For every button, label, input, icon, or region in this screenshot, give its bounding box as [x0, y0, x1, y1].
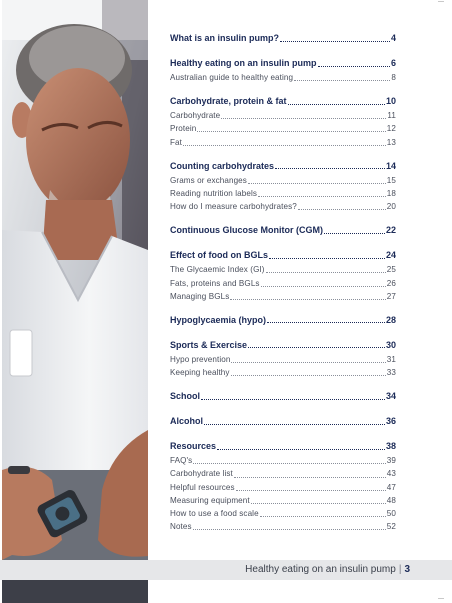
toc-item[interactable]: [170, 109, 396, 122]
toc-item-page: 15: [386, 175, 396, 185]
toc-heading-page: 6: [390, 58, 396, 68]
dot-leader: [204, 424, 385, 425]
page-footer: [0, 560, 452, 580]
dot-leader: [318, 66, 390, 67]
toc-section: [170, 247, 396, 303]
dot-leader: [201, 399, 385, 400]
toc-item-page: 26: [386, 278, 396, 288]
toc-item-page: 11: [387, 111, 396, 121]
toc-item-page: 39: [386, 456, 396, 466]
toc-heading[interactable]: [170, 93, 396, 109]
toc-item[interactable]: [170, 277, 396, 290]
dot-leader: [269, 258, 385, 259]
cover-photo: [2, 0, 148, 603]
toc-section: [170, 312, 396, 328]
footer-title: Healthy eating on an insulin pump: [245, 564, 396, 575]
toc-heading[interactable]: [170, 388, 396, 404]
toc-section: [170, 337, 396, 379]
toc-item-title: Keeping healthy: [170, 368, 230, 378]
toc-heading-title: School: [170, 391, 201, 402]
toc-item[interactable]: [170, 454, 396, 467]
dot-leader: [280, 41, 390, 42]
toc-item[interactable]: [170, 174, 396, 187]
dot-leader: [248, 347, 385, 348]
toc-item-title: FAQ's: [170, 456, 193, 466]
toc-heading[interactable]: [170, 55, 396, 71]
toc-section: [170, 93, 396, 149]
toc-heading-page: 14: [385, 160, 396, 171]
toc-item-page: 43: [386, 469, 396, 479]
toc-heading[interactable]: [170, 438, 396, 454]
toc-item[interactable]: [170, 520, 396, 533]
toc-heading-title: Counting carbohydrates: [170, 160, 275, 171]
toc-heading[interactable]: [170, 337, 396, 353]
dot-leader: [248, 183, 386, 184]
dot-leader: [267, 322, 385, 323]
dot-leader: [266, 272, 386, 273]
toc-item-title: Australian guide to healthy eating: [170, 73, 294, 82]
toc-heading-title: Healthy eating on an insulin pump: [170, 58, 317, 68]
dot-leader: [236, 490, 386, 491]
toc-heading[interactable]: [170, 30, 396, 46]
toc-section: [170, 158, 396, 214]
toc-item[interactable]: [170, 263, 396, 276]
toc-heading-page: 22: [385, 225, 396, 236]
toc-item-title: The Glycaemic Index (GI): [170, 265, 265, 275]
toc-item-page: 50: [386, 509, 396, 518]
toc-item-title: Managing BGLs: [170, 291, 230, 301]
toc-heading[interactable]: [170, 312, 396, 328]
toc-item-page: 33: [386, 368, 396, 378]
toc-heading-page: 10: [385, 96, 396, 107]
toc-item[interactable]: [170, 136, 396, 149]
footer-label: [245, 560, 410, 580]
toc-heading-title: Carbohydrate, protein & fat: [170, 96, 287, 107]
dot-leader: [258, 196, 386, 197]
toc-item-title: Fat: [170, 137, 182, 147]
toc-item-page: 48: [386, 495, 396, 505]
table-of-contents: [170, 30, 396, 542]
dot-leader: [183, 145, 386, 146]
toc-heading-title: Resources: [170, 441, 217, 452]
footer-separator: |: [398, 564, 402, 575]
man-with-insulin-pump-photo: [2, 0, 148, 603]
toc-item-title: Carbohydrate list: [170, 469, 233, 479]
toc-heading[interactable]: [170, 222, 396, 238]
dot-leader: [261, 286, 386, 287]
dot-leader: [197, 131, 385, 132]
toc-section: [170, 388, 396, 404]
toc-item-title: Protein: [170, 124, 197, 134]
toc-item-page: 18: [386, 188, 396, 198]
toc-item[interactable]: [170, 507, 396, 520]
toc-item-page: 25: [386, 265, 396, 275]
dot-leader: [231, 375, 386, 376]
toc-item[interactable]: [170, 481, 396, 494]
toc-item[interactable]: [170, 366, 396, 379]
toc-item-page: 52: [386, 522, 396, 532]
toc-heading-page: 34: [385, 391, 396, 402]
dot-leader: [231, 362, 385, 363]
toc-heading[interactable]: [170, 413, 396, 429]
toc-heading[interactable]: [170, 158, 396, 174]
toc-item-title: Reading nutrition labels: [170, 188, 257, 198]
toc-item[interactable]: [170, 353, 396, 366]
dot-leader: [193, 463, 386, 464]
toc-heading-title: Effect of food on BGLs: [170, 250, 268, 261]
dot-leader: [298, 209, 386, 210]
dot-leader: [324, 233, 385, 234]
dot-leader: [234, 477, 386, 478]
toc-item-title: Helpful resources: [170, 482, 235, 492]
toc-item-title: Fats, proteins and BGLs: [170, 278, 260, 288]
toc-heading-title: Continuous Glucose Monitor (CGM): [170, 225, 323, 236]
toc-heading-title: Sports & Exercise: [170, 339, 248, 350]
crop-mark: [438, 1, 444, 2]
toc-item-page: 8: [391, 73, 396, 82]
dot-leader: [251, 503, 386, 504]
toc-section: [170, 30, 396, 46]
toc-heading-page: 30: [385, 339, 396, 350]
toc-item[interactable]: [170, 467, 396, 480]
toc-item[interactable]: [170, 71, 396, 84]
toc-item[interactable]: [170, 290, 396, 303]
toc-item-title: Measuring equipment: [170, 495, 250, 505]
toc-heading-page: 4: [390, 33, 396, 43]
toc-heading-page: 36: [385, 416, 396, 427]
toc-section: [170, 413, 396, 429]
toc-item[interactable]: [170, 122, 396, 135]
dot-leader: [193, 529, 386, 530]
toc-item-page: 13: [386, 137, 396, 147]
toc-item-title: How to use a food scale: [170, 509, 259, 518]
toc-item-title: Carbohydrate: [170, 111, 221, 121]
toc-heading-title: What is an insulin pump?: [170, 33, 279, 43]
toc-heading-title: Hypoglycaemia (hypo): [170, 314, 267, 325]
crop-mark: [438, 598, 444, 599]
dot-leader: [217, 449, 385, 450]
dot-leader: [294, 80, 390, 81]
toc-item-page: 27: [386, 291, 396, 301]
toc-heading-page: 28: [385, 314, 396, 325]
toc-item-page: 20: [386, 202, 396, 212]
toc-item-title: Hypo prevention: [170, 354, 231, 364]
dot-leader: [260, 516, 386, 517]
toc-section: [170, 55, 396, 84]
toc-item[interactable]: [170, 494, 396, 507]
dot-leader: [275, 168, 385, 169]
footer-page-number: 3: [404, 564, 410, 575]
toc-section: [170, 222, 396, 238]
dot-leader: [230, 299, 385, 300]
toc-heading[interactable]: [170, 247, 396, 263]
toc-item[interactable]: [170, 200, 396, 213]
toc-item-page: 12: [386, 124, 396, 134]
toc-heading-page: 24: [385, 250, 396, 261]
toc-item[interactable]: [170, 187, 396, 200]
dot-leader: [221, 118, 386, 119]
toc-item-title: Notes: [170, 522, 192, 532]
toc-section: [170, 438, 396, 533]
toc-item-page: 31: [386, 354, 396, 364]
toc-item-title: How do I measure carbohydrates?: [170, 202, 297, 212]
toc-item-title: Grams or exchanges: [170, 175, 247, 185]
toc-item-page: 47: [386, 482, 396, 492]
dot-leader: [288, 104, 385, 105]
toc-heading-page: 38: [385, 441, 396, 452]
toc-heading-title: Alcohol: [170, 416, 203, 427]
